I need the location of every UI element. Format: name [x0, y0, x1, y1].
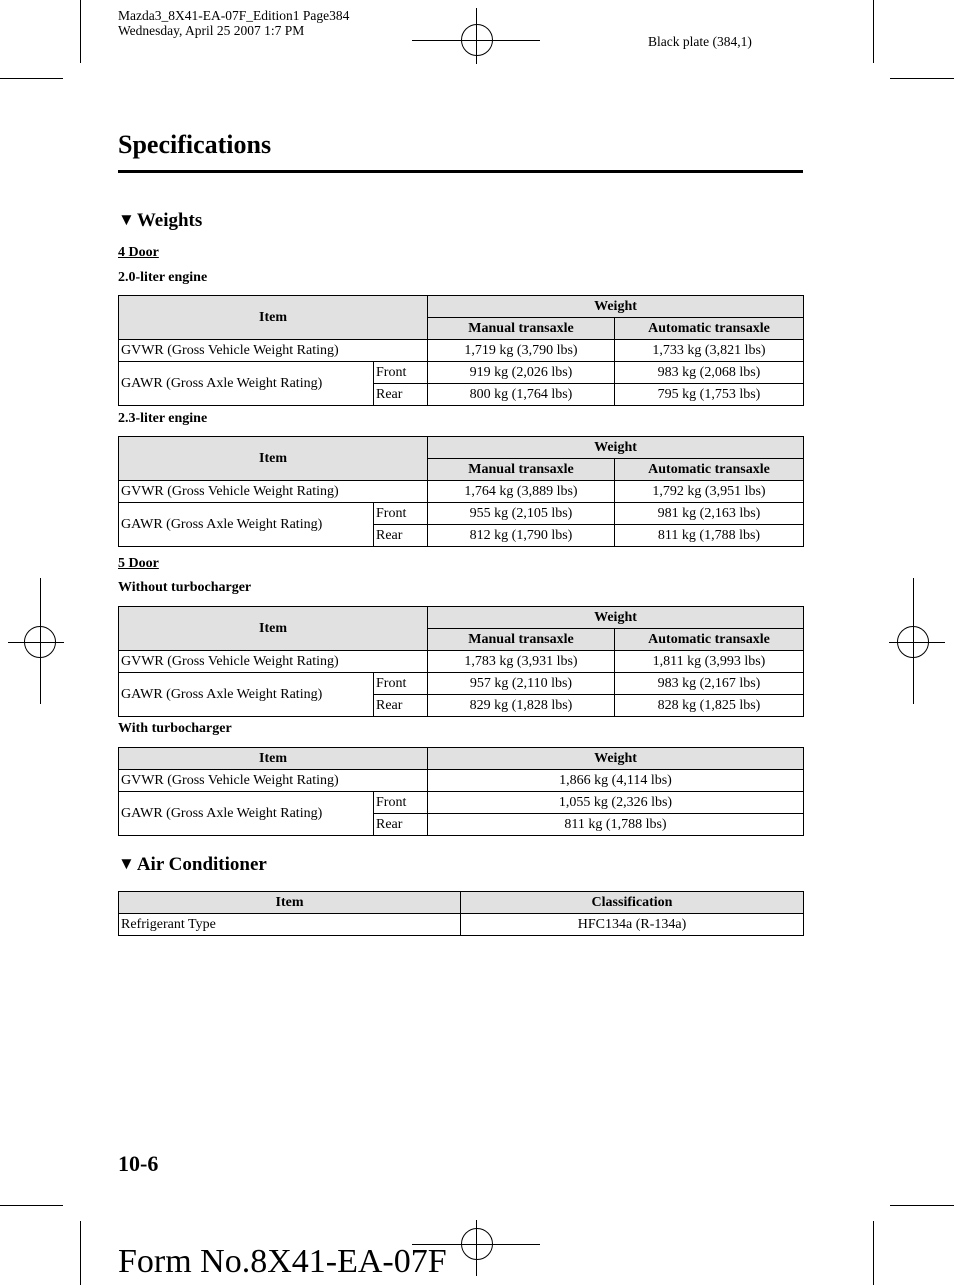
air-conditioner-table	[118, 891, 804, 936]
header-weight: Weight	[428, 437, 804, 459]
header-manual: Manual transaxle	[428, 318, 615, 340]
header-automatic: Automatic transaxle	[615, 318, 804, 340]
header-automatic: Automatic transaxle	[615, 629, 804, 651]
print-header	[118, 8, 349, 38]
table-row	[119, 792, 804, 814]
gvwr-label: GVWR (Gross Vehicle Weight Rating)	[119, 651, 428, 673]
rear-manual: 812 kg (1,790 lbs)	[428, 525, 615, 547]
header-item: Item	[119, 892, 461, 914]
header-item: Item	[119, 296, 428, 340]
triangle-down-icon: ▼	[118, 210, 135, 229]
gawr-label: GAWR (Gross Axle Weight Rating)	[119, 792, 374, 836]
weights-table-4door-20	[118, 295, 804, 406]
gvwr-label: GVWR (Gross Vehicle Weight Rating)	[119, 340, 428, 362]
rear-label: Rear	[374, 814, 428, 836]
air-conditioner-heading	[118, 854, 267, 876]
rear-automatic: 795 kg (1,753 lbs)	[615, 384, 804, 406]
gvwr-manual: 1,783 kg (3,931 lbs)	[428, 651, 615, 673]
refrigerant-value: HFC134a (R-134a)	[461, 914, 804, 936]
header-classification: Classification	[461, 892, 804, 914]
front-label: Front	[374, 362, 428, 384]
gawr-label: GAWR (Gross Axle Weight Rating)	[119, 362, 374, 406]
weights-table-5door-turbo	[118, 747, 804, 836]
weights-table-4door-23	[118, 436, 804, 547]
gvwr-automatic: 1,733 kg (3,821 lbs)	[615, 340, 804, 362]
weights-table-5door-no-turbo	[118, 606, 804, 717]
front-label: Front	[374, 503, 428, 525]
header-manual: Manual transaxle	[428, 629, 615, 651]
gvwr-label: GVWR (Gross Vehicle Weight Rating)	[119, 481, 428, 503]
front-manual: 955 kg (2,105 lbs)	[428, 503, 615, 525]
front-manual: 919 kg (2,026 lbs)	[428, 362, 615, 384]
header-weight: Weight	[428, 607, 804, 629]
title-rule	[118, 170, 803, 173]
refrigerant-label: Refrigerant Type	[119, 914, 461, 936]
rear-label: Rear	[374, 695, 428, 717]
header-item: Item	[119, 607, 428, 651]
header-item: Item	[119, 437, 428, 481]
no-turbo-label: Without turbocharger	[118, 580, 252, 595]
gawr-label: GAWR (Gross Axle Weight Rating)	[119, 673, 374, 717]
front-automatic: 983 kg (2,068 lbs)	[615, 362, 804, 384]
table-row	[119, 770, 804, 792]
table-row	[119, 503, 804, 525]
gvwr-manual: 1,719 kg (3,790 lbs)	[428, 340, 615, 362]
header-item: Item	[119, 748, 428, 770]
front-automatic: 983 kg (2,167 lbs)	[615, 673, 804, 695]
air-conditioner-heading-text: Air Conditioner	[136, 854, 267, 875]
gvwr-label: GVWR (Gross Vehicle Weight Rating)	[119, 770, 428, 792]
gvwr-automatic: 1,792 kg (3,951 lbs)	[615, 481, 804, 503]
page-title: Specifications	[118, 130, 272, 159]
weights-heading	[118, 210, 202, 232]
page-number: 10-6	[118, 1151, 159, 1176]
rear-manual: 829 kg (1,828 lbs)	[428, 695, 615, 717]
triangle-down-icon: ▼	[118, 854, 135, 873]
header-weight: Weight	[428, 748, 804, 770]
header-weight: Weight	[428, 296, 804, 318]
front-label: Front	[374, 792, 428, 814]
front-automatic: 981 kg (2,163 lbs)	[615, 503, 804, 525]
rear-label: Rear	[374, 525, 428, 547]
rear-automatic: 828 kg (1,825 lbs)	[615, 695, 804, 717]
weights-heading-text: Weights	[136, 210, 203, 231]
header-automatic: Automatic transaxle	[615, 459, 804, 481]
rear-label: Rear	[374, 384, 428, 406]
table-row	[119, 340, 804, 362]
gawr-label: GAWR (Gross Axle Weight Rating)	[119, 503, 374, 547]
front-label: Front	[374, 673, 428, 695]
form-number: Form No.8X41-EA-07F	[118, 1243, 447, 1280]
rear-automatic: 811 kg (1,788 lbs)	[615, 525, 804, 547]
table-row	[119, 914, 804, 936]
front-manual: 957 kg (2,110 lbs)	[428, 673, 615, 695]
print-header-date: Wednesday, April 25 2007 1:7 PM	[118, 23, 305, 38]
rear-value: 811 kg (1,788 lbs)	[428, 814, 804, 836]
rear-manual: 800 kg (1,764 lbs)	[428, 384, 615, 406]
engine-20-label: 2.0-liter engine	[118, 270, 208, 285]
gvwr-automatic: 1,811 kg (3,993 lbs)	[615, 651, 804, 673]
table-row	[119, 362, 804, 384]
plate-label: Black plate (384,1)	[648, 34, 752, 49]
engine-23-label: 2.3-liter engine	[118, 411, 208, 426]
table-row	[119, 481, 804, 503]
front-value: 1,055 kg (2,326 lbs)	[428, 792, 804, 814]
print-header-file: Mazda3_8X41-EA-07F_Edition1 Page384	[118, 8, 350, 23]
gvwr-manual: 1,764 kg (3,889 lbs)	[428, 481, 615, 503]
four-door-label: 4 Door	[118, 245, 159, 260]
table-row	[119, 673, 804, 695]
table-row	[119, 651, 804, 673]
five-door-label: 5 Door	[118, 556, 159, 571]
gvwr-value: 1,866 kg (4,114 lbs)	[428, 770, 804, 792]
turbo-label: With turbocharger	[118, 721, 232, 736]
header-manual: Manual transaxle	[428, 459, 615, 481]
